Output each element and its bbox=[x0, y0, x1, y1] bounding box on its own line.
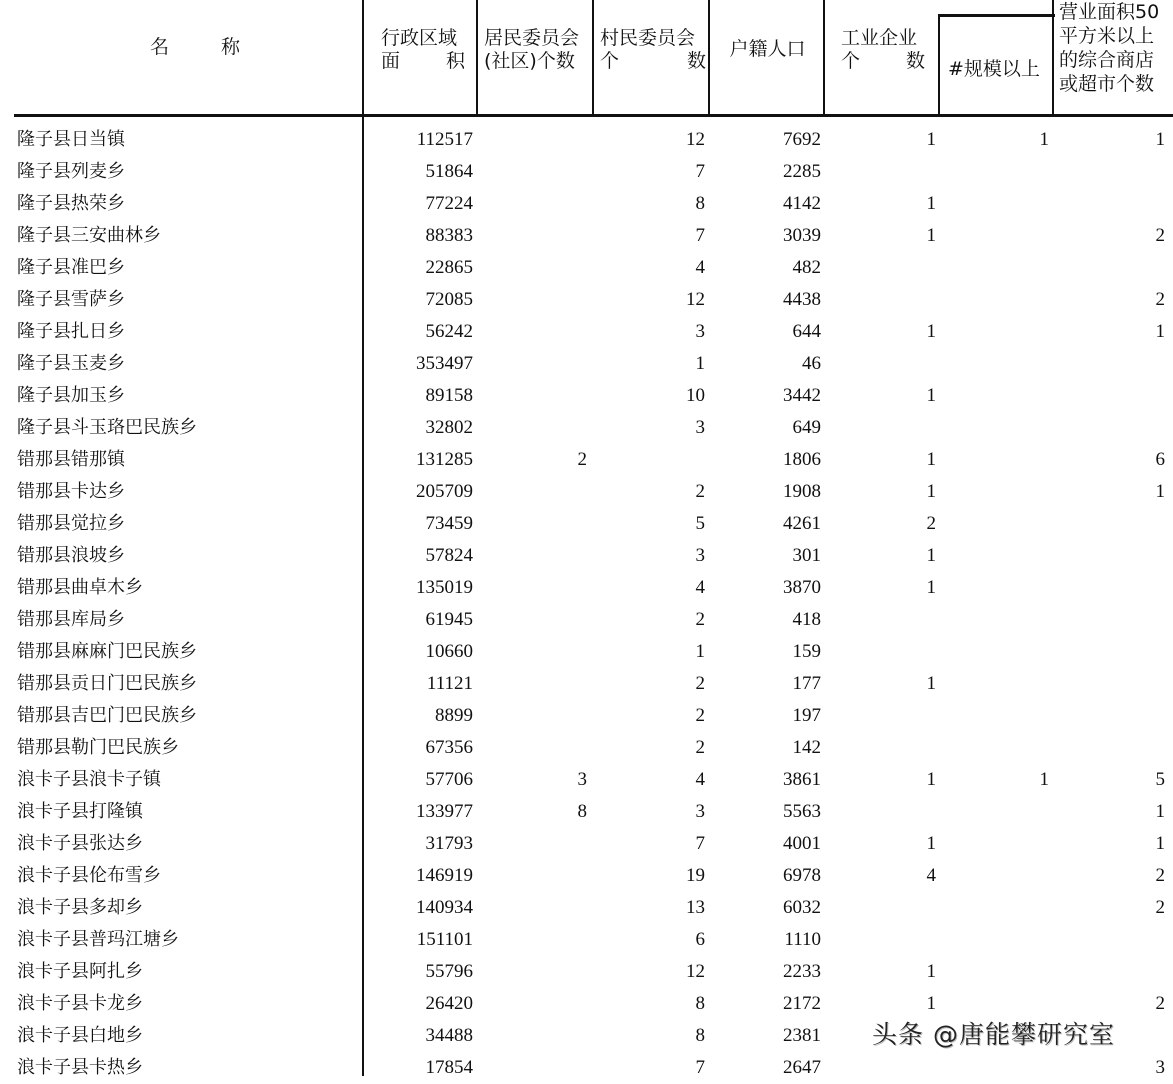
cell-village-committees: 13 bbox=[686, 897, 705, 918]
cell-industrial-enterprises: 1 bbox=[926, 193, 936, 214]
cell-industrial-enterprises: 1 bbox=[926, 577, 936, 598]
cell-village-committees: 8 bbox=[695, 993, 705, 1014]
cell-registered-population: 1806 bbox=[783, 449, 821, 470]
header-divider-6 bbox=[1052, 0, 1054, 116]
header-vil-line2a: 个 bbox=[600, 50, 620, 72]
cell-area: 73459 bbox=[425, 513, 473, 534]
cell-area: 8899 bbox=[435, 705, 473, 726]
header-ind-line2a: 个 bbox=[841, 50, 861, 72]
table-row bbox=[0, 764, 1173, 796]
cell-stores: 2 bbox=[1155, 225, 1165, 246]
cell-village-committees: 2 bbox=[695, 609, 705, 630]
cell-area: 22865 bbox=[425, 257, 473, 278]
cell-registered-population: 142 bbox=[792, 737, 821, 758]
cell-name: 隆子县热荣乡 bbox=[17, 193, 125, 214]
cell-village-committees: 4 bbox=[695, 577, 705, 598]
header-name-char2: 称 bbox=[220, 36, 240, 58]
cell-village-committees: 7 bbox=[695, 161, 705, 182]
cell-area: 34488 bbox=[425, 1025, 473, 1046]
table-row bbox=[0, 700, 1173, 732]
cell-name: 隆子县玉麦乡 bbox=[17, 353, 125, 374]
header-area-line1: 行政区域 bbox=[381, 27, 458, 49]
cell-name: 错那县贡日门巴民族乡 bbox=[17, 673, 197, 694]
cell-name: 错那县吉巴门巴民族乡 bbox=[17, 705, 197, 726]
cell-above-scale: 1 bbox=[1039, 769, 1049, 790]
cell-industrial-enterprises: 1 bbox=[926, 769, 936, 790]
cell-industrial-enterprises: 1 bbox=[926, 129, 936, 150]
cell-village-committees: 3 bbox=[695, 801, 705, 822]
cell-village-committees: 8 bbox=[695, 193, 705, 214]
cell-registered-population: 418 bbox=[792, 609, 821, 630]
table-row bbox=[0, 860, 1173, 892]
cell-name: 错那县勒门巴民族乡 bbox=[17, 737, 179, 758]
cell-area: 51864 bbox=[425, 161, 473, 182]
cell-registered-population: 6032 bbox=[783, 897, 821, 918]
table-row bbox=[0, 796, 1173, 828]
table-row bbox=[0, 380, 1173, 412]
table-row bbox=[0, 572, 1173, 604]
cell-registered-population: 6978 bbox=[783, 865, 821, 886]
cell-area: 140934 bbox=[416, 897, 473, 918]
header-divider-5 bbox=[938, 14, 940, 116]
cell-registered-population: 301 bbox=[792, 545, 821, 566]
cell-registered-population: 2172 bbox=[783, 993, 821, 1014]
header-divider-3 bbox=[708, 0, 710, 116]
cell-name: 浪卡子县卡龙乡 bbox=[17, 993, 143, 1014]
cell-village-committees: 7 bbox=[695, 833, 705, 854]
header-stores-line3: 的综合商店 bbox=[1059, 49, 1155, 71]
header-vil-line2b: 数 bbox=[686, 50, 706, 72]
header-res-line1: 居民委员会 bbox=[484, 27, 580, 49]
table-row bbox=[0, 252, 1173, 284]
cell-village-committees: 8 bbox=[695, 1025, 705, 1046]
cell-registered-population: 2381 bbox=[783, 1025, 821, 1046]
cell-registered-population: 5563 bbox=[783, 801, 821, 822]
cell-stores: 6 bbox=[1155, 449, 1165, 470]
cell-area: 146919 bbox=[416, 865, 473, 886]
cell-name: 浪卡子县普玛江塘乡 bbox=[17, 929, 179, 950]
header-stores-line1: 营业面积50 bbox=[1059, 1, 1160, 23]
cell-area: 31793 bbox=[425, 833, 473, 854]
cell-area: 57706 bbox=[425, 769, 473, 790]
cell-name: 隆子县加玉乡 bbox=[17, 385, 125, 406]
header-divider-2 bbox=[592, 0, 594, 116]
cell-industrial-enterprises: 1 bbox=[926, 481, 936, 502]
cell-stores: 3 bbox=[1155, 1057, 1165, 1078]
cell-registered-population: 649 bbox=[792, 417, 821, 438]
cell-industrial-enterprises: 4 bbox=[926, 865, 936, 886]
cell-village-committees: 1 bbox=[695, 353, 705, 374]
table-row bbox=[0, 636, 1173, 668]
cell-registered-population: 4142 bbox=[783, 193, 821, 214]
watermark: 头条 @唐能攀研究室 bbox=[872, 1020, 1115, 1049]
cell-name: 浪卡子县多却乡 bbox=[17, 897, 143, 918]
cell-area: 131285 bbox=[416, 449, 473, 470]
cell-village-committees: 19 bbox=[686, 865, 705, 886]
cell-stores: 2 bbox=[1155, 289, 1165, 310]
cell-area: 353497 bbox=[416, 353, 473, 374]
cell-area: 11121 bbox=[426, 673, 473, 694]
cell-area: 112517 bbox=[416, 129, 473, 150]
cell-registered-population: 2647 bbox=[783, 1057, 821, 1078]
cell-stores: 1 bbox=[1155, 801, 1165, 822]
cell-name: 错那县浪坡乡 bbox=[17, 545, 125, 566]
cell-registered-population: 2285 bbox=[783, 161, 821, 182]
cell-registered-population: 482 bbox=[792, 257, 821, 278]
cell-village-committees: 7 bbox=[695, 1057, 705, 1078]
table-row bbox=[0, 412, 1173, 444]
cell-area: 72085 bbox=[425, 289, 473, 310]
cell-area: 89158 bbox=[425, 385, 473, 406]
cell-village-committees: 12 bbox=[686, 129, 705, 150]
table-row bbox=[0, 156, 1173, 188]
cell-industrial-enterprises: 1 bbox=[926, 961, 936, 982]
table-row bbox=[0, 444, 1173, 476]
cell-village-committees: 4 bbox=[695, 257, 705, 278]
cell-area: 10660 bbox=[425, 641, 473, 662]
cell-village-committees: 7 bbox=[695, 225, 705, 246]
table-row bbox=[0, 604, 1173, 636]
cell-stores: 5 bbox=[1155, 769, 1165, 790]
table-row bbox=[0, 892, 1173, 924]
header-area-line2a: 面 bbox=[381, 50, 401, 72]
cell-name: 隆子县扎日乡 bbox=[17, 321, 125, 342]
cell-name: 浪卡子县打隆镇 bbox=[17, 801, 143, 822]
table-row bbox=[0, 348, 1173, 380]
cell-name: 隆子县雪萨乡 bbox=[17, 289, 125, 310]
cell-industrial-enterprises: 1 bbox=[926, 449, 936, 470]
cell-area: 151101 bbox=[416, 929, 473, 950]
subheader-top-rule bbox=[939, 14, 1055, 17]
cell-industrial-enterprises: 1 bbox=[926, 321, 936, 342]
header-pop-label: 户籍人口 bbox=[729, 38, 806, 60]
header-stores-line4: 或超市个数 bbox=[1059, 73, 1155, 95]
cell-village-committees: 10 bbox=[686, 385, 705, 406]
cell-industrial-enterprises: 1 bbox=[926, 225, 936, 246]
table-row bbox=[0, 220, 1173, 252]
cell-name: 隆子县斗玉珞巴民族乡 bbox=[17, 417, 197, 438]
table-row bbox=[0, 188, 1173, 220]
cell-area: 57824 bbox=[425, 545, 473, 566]
cell-registered-population: 2233 bbox=[783, 961, 821, 982]
cell-registered-population: 1110 bbox=[784, 929, 821, 950]
cell-area: 26420 bbox=[425, 993, 473, 1014]
cell-name: 浪卡子县卡热乡 bbox=[17, 1057, 143, 1078]
table-row bbox=[0, 284, 1173, 316]
cell-name: 浪卡子县张达乡 bbox=[17, 833, 143, 854]
cell-registered-population: 644 bbox=[792, 321, 821, 342]
cell-village-committees: 5 bbox=[695, 513, 705, 534]
cell-name: 错那县卡达乡 bbox=[17, 481, 125, 502]
cell-area: 17854 bbox=[425, 1057, 473, 1078]
table-row bbox=[0, 476, 1173, 508]
header-ind-line1: 工业企业 bbox=[841, 27, 918, 49]
cell-village-committees: 12 bbox=[686, 961, 705, 982]
header-stores-line2: 平方米以上 bbox=[1059, 25, 1155, 47]
header-area-line2b: 积 bbox=[445, 50, 465, 72]
cell-residents-committees: 2 bbox=[577, 449, 587, 470]
cell-industrial-enterprises: 1 bbox=[926, 673, 936, 694]
cell-village-committees: 6 bbox=[695, 929, 705, 950]
cell-village-committees: 2 bbox=[695, 737, 705, 758]
header-vil-line1: 村民委员会 bbox=[600, 27, 696, 49]
cell-area: 88383 bbox=[425, 225, 473, 246]
cell-registered-population: 46 bbox=[802, 353, 821, 374]
cell-stores: 1 bbox=[1155, 321, 1165, 342]
cell-village-committees: 2 bbox=[695, 705, 705, 726]
header-stores bbox=[1059, 0, 1173, 114]
cell-registered-population: 177 bbox=[792, 673, 821, 694]
cell-area: 61945 bbox=[425, 609, 473, 630]
cell-registered-population: 4001 bbox=[783, 833, 821, 854]
cell-village-committees: 3 bbox=[695, 321, 705, 342]
cell-stores: 2 bbox=[1155, 993, 1165, 1014]
cell-registered-population: 3861 bbox=[783, 769, 821, 790]
table-row bbox=[0, 508, 1173, 540]
cell-industrial-enterprises: 1 bbox=[926, 385, 936, 406]
cell-name: 错那县错那镇 bbox=[17, 449, 125, 470]
header-divider-4 bbox=[823, 0, 825, 116]
cell-name: 隆子县日当镇 bbox=[17, 129, 125, 150]
header-name-char1: 名 bbox=[150, 36, 170, 58]
header-ind-line2b: 数 bbox=[905, 50, 925, 72]
cell-area: 56242 bbox=[425, 321, 473, 342]
cell-name: 隆子县三安曲林乡 bbox=[17, 225, 161, 246]
cell-registered-population: 3039 bbox=[783, 225, 821, 246]
cell-area: 32802 bbox=[425, 417, 473, 438]
cell-name: 错那县麻麻门巴民族乡 bbox=[17, 641, 197, 662]
cell-stores: 2 bbox=[1155, 897, 1165, 918]
cell-stores: 1 bbox=[1155, 481, 1165, 502]
cell-registered-population: 1908 bbox=[783, 481, 821, 502]
cell-registered-population: 159 bbox=[792, 641, 821, 662]
header-res-line2: (社区)个数 bbox=[484, 50, 575, 72]
cell-name: 错那县库局乡 bbox=[17, 609, 125, 630]
table-row bbox=[0, 124, 1173, 156]
table-row bbox=[0, 668, 1173, 700]
cell-village-committees: 12 bbox=[686, 289, 705, 310]
cell-area: 55796 bbox=[425, 961, 473, 982]
table-row bbox=[0, 924, 1173, 956]
cell-registered-population: 3442 bbox=[783, 385, 821, 406]
cell-name: 隆子县准巴乡 bbox=[17, 257, 125, 278]
cell-area: 77224 bbox=[425, 193, 473, 214]
cell-stores: 1 bbox=[1155, 833, 1165, 854]
cell-registered-population: 197 bbox=[792, 705, 821, 726]
cell-village-committees: 3 bbox=[695, 545, 705, 566]
cell-stores: 2 bbox=[1155, 865, 1165, 886]
cell-name: 浪卡子县浪卡子镇 bbox=[17, 769, 161, 790]
cell-registered-population: 4261 bbox=[783, 513, 821, 534]
cell-village-committees: 3 bbox=[695, 417, 705, 438]
table-row bbox=[0, 828, 1173, 860]
cell-name: 错那县曲卓木乡 bbox=[17, 577, 143, 598]
cell-residents-committees: 8 bbox=[577, 801, 587, 822]
cell-residents-committees: 3 bbox=[577, 769, 587, 790]
cell-village-committees: 2 bbox=[695, 673, 705, 694]
cell-name: 隆子县列麦乡 bbox=[17, 161, 125, 182]
cell-stores: 1 bbox=[1155, 129, 1165, 150]
cell-village-committees: 1 bbox=[695, 641, 705, 662]
cell-above-scale: 1 bbox=[1039, 129, 1049, 150]
table-row bbox=[0, 732, 1173, 764]
header-divider-1 bbox=[476, 0, 478, 116]
cell-area: 133977 bbox=[416, 801, 473, 822]
cell-registered-population: 3870 bbox=[783, 577, 821, 598]
cell-industrial-enterprises: 2 bbox=[926, 513, 936, 534]
cell-industrial-enterprises: 1 bbox=[926, 545, 936, 566]
cell-registered-population: 7692 bbox=[783, 129, 821, 150]
cell-area: 205709 bbox=[416, 481, 473, 502]
table-row bbox=[0, 316, 1173, 348]
cell-registered-population: 4438 bbox=[783, 289, 821, 310]
cell-name: 浪卡子县白地乡 bbox=[17, 1025, 143, 1046]
table-row bbox=[0, 956, 1173, 988]
cell-village-committees: 2 bbox=[695, 481, 705, 502]
cell-name: 错那县觉拉乡 bbox=[17, 513, 125, 534]
cell-name: 浪卡子县阿扎乡 bbox=[17, 961, 143, 982]
cell-area: 67356 bbox=[425, 737, 473, 758]
cell-area: 135019 bbox=[416, 577, 473, 598]
cell-industrial-enterprises: 1 bbox=[926, 833, 936, 854]
cell-name: 浪卡子县伦布雪乡 bbox=[17, 865, 161, 886]
cell-village-committees: 4 bbox=[695, 769, 705, 790]
table-row bbox=[0, 1052, 1173, 1084]
cell-industrial-enterprises: 1 bbox=[926, 993, 936, 1014]
header-scale-label: #规模以上 bbox=[948, 58, 1040, 80]
header-name bbox=[0, 0, 363, 114]
table-row bbox=[0, 540, 1173, 572]
table-body bbox=[0, 124, 1173, 1084]
